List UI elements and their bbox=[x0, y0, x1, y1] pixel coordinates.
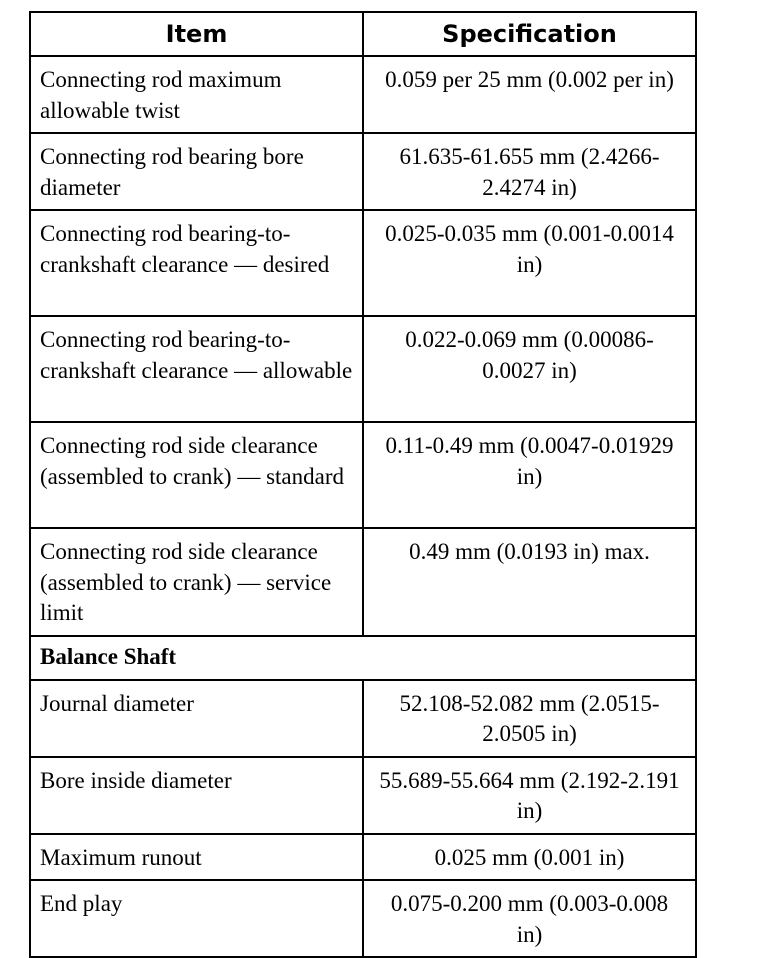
item-cell bbox=[30, 880, 363, 957]
specification-table bbox=[29, 11, 697, 958]
item-cell bbox=[30, 680, 363, 757]
spec-text: 0.022-0.069 mm (0.00086-0.0027 in) bbox=[405, 327, 654, 383]
spec-cell bbox=[363, 316, 696, 422]
spec-cell bbox=[363, 834, 696, 881]
item-cell bbox=[30, 528, 363, 636]
item-cell bbox=[30, 133, 363, 210]
table-row bbox=[30, 757, 696, 834]
spec-cell bbox=[363, 757, 696, 834]
item-text: Journal diameter bbox=[40, 690, 194, 716]
table-row bbox=[30, 680, 696, 757]
spec-cell bbox=[363, 422, 696, 528]
item-text: End play bbox=[40, 891, 123, 916]
item-cell bbox=[30, 56, 363, 133]
item-text: Connecting rod maximum allowable twist bbox=[40, 67, 282, 123]
spec-cell bbox=[363, 56, 696, 133]
item-cell bbox=[30, 422, 363, 528]
spec-text: 61.635-61.655 mm (2.4266-2.4274 in) bbox=[399, 144, 660, 200]
section-title: Balance Shaft bbox=[40, 644, 177, 670]
spec-text: 0.49 mm (0.0193 in) max. bbox=[409, 539, 650, 564]
table-header-row bbox=[30, 12, 696, 56]
column-header-item: Item bbox=[30, 12, 363, 56]
spec-text: 0.025-0.035 mm (0.001-0.0014 in) bbox=[385, 221, 674, 277]
item-cell bbox=[30, 757, 363, 834]
spec-cell bbox=[363, 680, 696, 757]
section-row-balance-shaft bbox=[30, 636, 696, 680]
table-row bbox=[30, 880, 696, 957]
item-text: Bore inside diameter bbox=[40, 767, 232, 793]
spec-text: 0.075-0.200 mm (0.003-0.008 in) bbox=[390, 891, 669, 947]
item-text: Connecting rod bearing-to-crankshaft clearance — desired bbox=[40, 221, 330, 277]
item-text: Connecting rod bearing bore diameter bbox=[40, 144, 304, 200]
spec-text: 55.689-55.664 mm (2.192-2.191 in) bbox=[379, 767, 680, 823]
item-cell bbox=[30, 316, 363, 422]
column-header-specification: Specification bbox=[363, 12, 696, 56]
table-row bbox=[30, 56, 696, 133]
table-row bbox=[30, 528, 696, 636]
spec-text: 0.059 per 25 mm (0.002 per in) bbox=[385, 67, 674, 92]
table-row bbox=[30, 316, 696, 422]
spec-cell bbox=[363, 528, 696, 636]
table-row bbox=[30, 834, 696, 881]
spec-cell bbox=[363, 133, 696, 210]
table-row bbox=[30, 133, 696, 210]
item-text: Connecting rod bearing-to-crankshaft clearance — allowable bbox=[40, 327, 353, 383]
item-cell bbox=[30, 210, 363, 316]
spec-text: 0.11-0.49 mm (0.0047-0.01929 in) bbox=[385, 433, 674, 489]
item-cell bbox=[30, 834, 363, 881]
section-heading bbox=[30, 636, 696, 680]
item-text: Connecting rod side clearance (assembled to crank) — standard bbox=[40, 433, 345, 489]
item-text: Connecting rod side clearance (assembled to crank) — service limit bbox=[40, 539, 332, 625]
table-row bbox=[30, 422, 696, 528]
table-row bbox=[30, 210, 696, 316]
spec-cell bbox=[363, 880, 696, 957]
item-text: Maximum runout bbox=[40, 844, 202, 870]
spec-text: 0.025 mm (0.001 in) bbox=[434, 844, 625, 870]
spec-text: 52.108-52.082 mm (2.0515-2.0505 in) bbox=[399, 690, 660, 746]
spec-cell bbox=[363, 210, 696, 316]
